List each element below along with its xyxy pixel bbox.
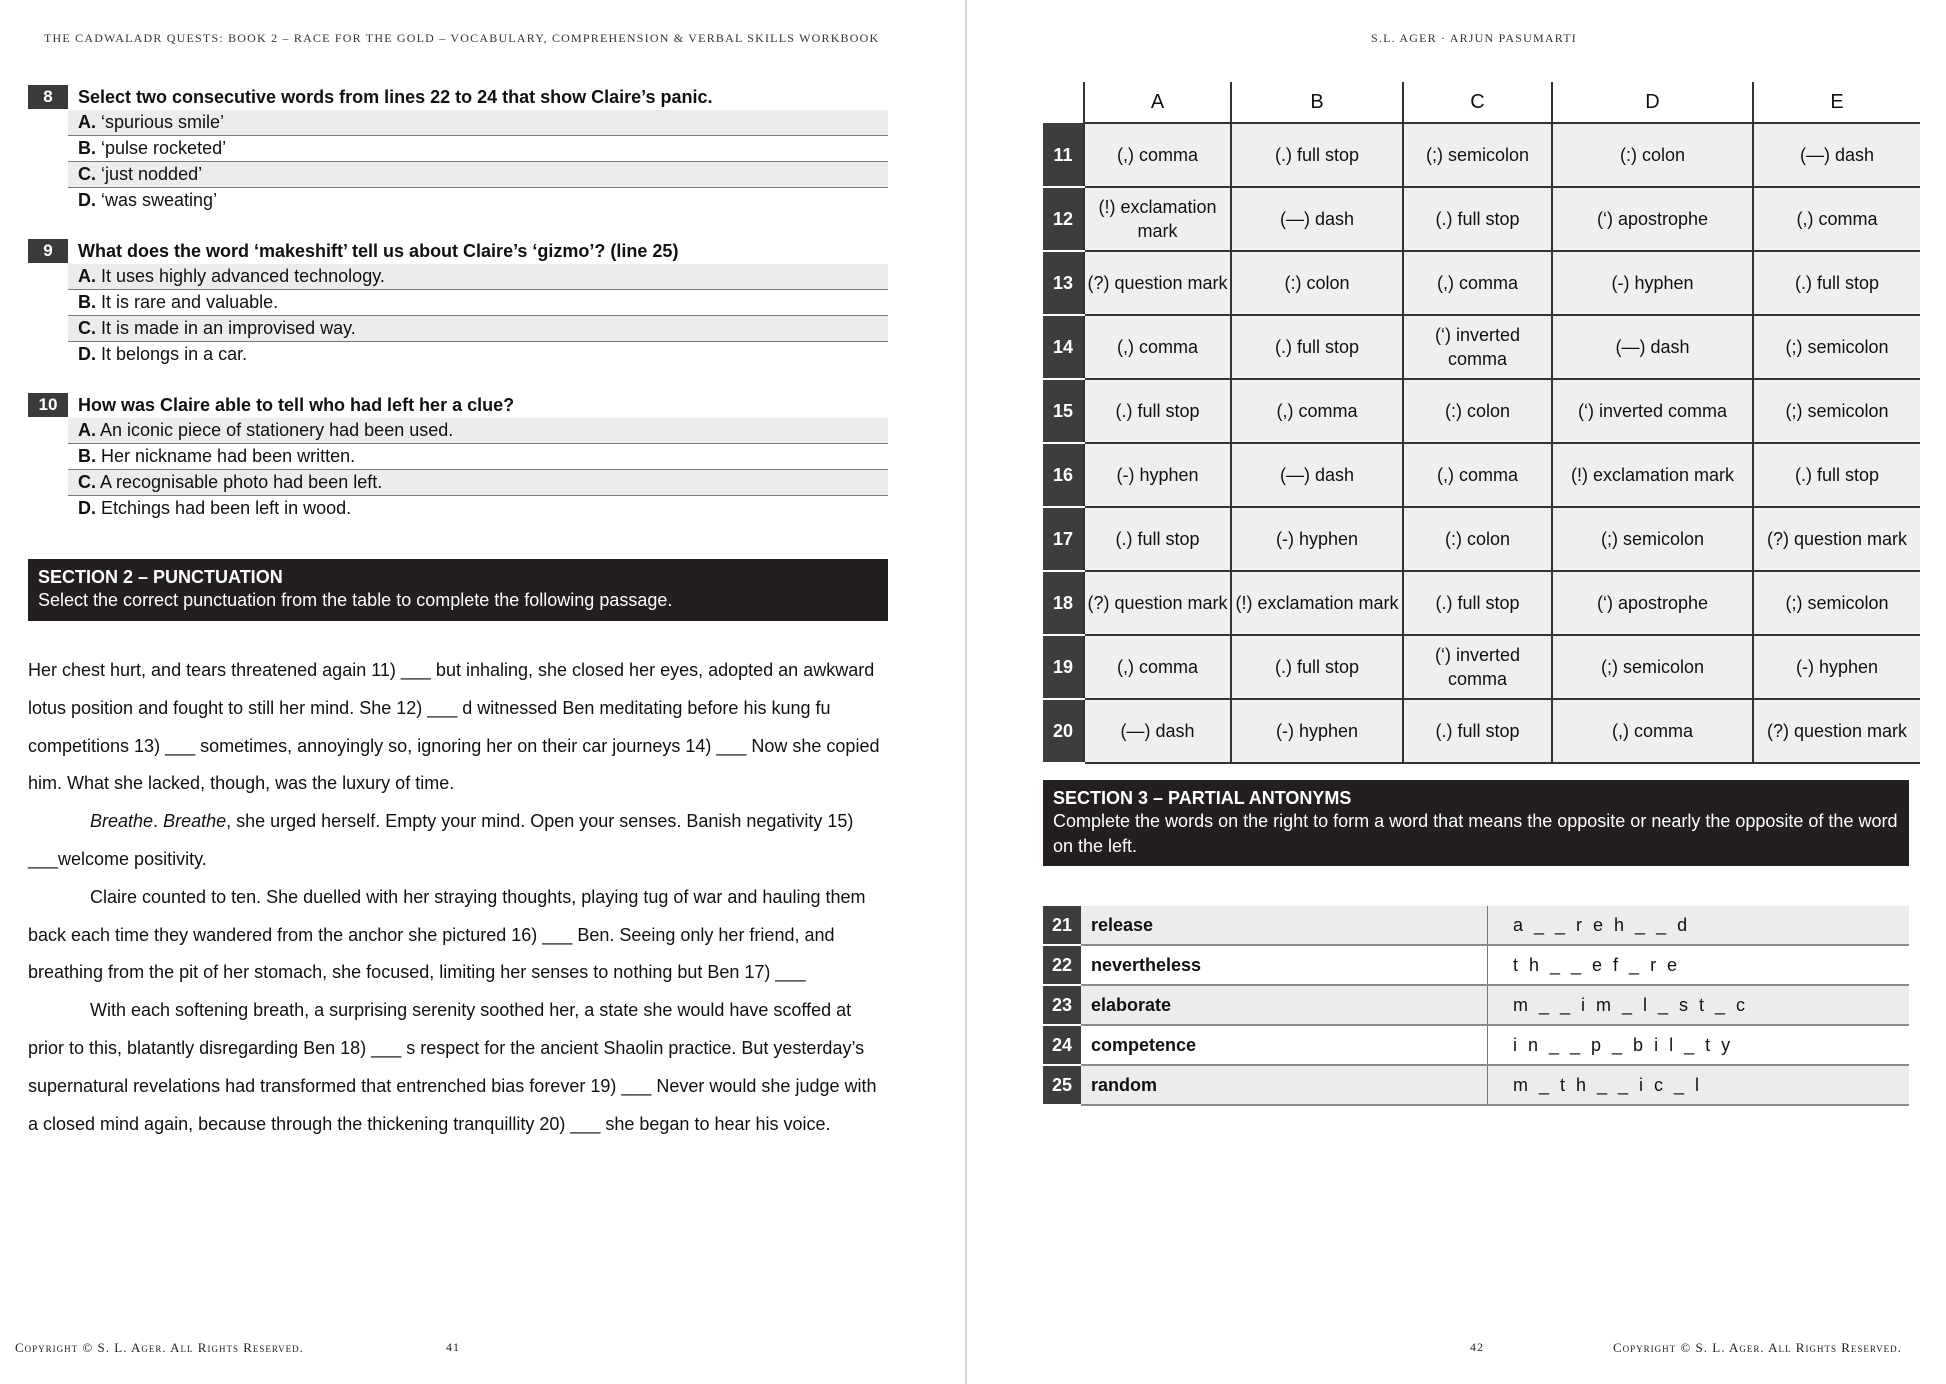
option-text: Etchings had been left in wood. [101,498,352,518]
section-2-header [28,559,888,621]
punct-row-13 [1043,251,1920,315]
option-letter: A. [78,420,96,440]
running-head-left: THE CADWALADR QUESTS: BOOK 2 – RACE FOR THE GOLD – VOCABULARY, COMPREHENSION & VERBAL SKILLS WORKBOOK [44,31,880,45]
passage-italic: Breathe [163,811,227,832]
punct-option[interactable]: (,) comma [1084,635,1231,699]
punct-option[interactable]: (—) dash [1753,123,1920,187]
passage-text: . [153,811,164,832]
punct-option[interactable]: (,) comma [1753,187,1920,251]
option-d[interactable] [68,188,888,213]
section-3-header [1043,780,1909,866]
option-text: It belongs in a car. [101,344,248,364]
antonym-pattern[interactable]: t h _ _ e f _ r e [1488,945,1910,985]
passage-paragraph [28,803,888,879]
row-number: 17 [1043,507,1084,571]
option-letter: C. [78,472,96,492]
row-number: 19 [1043,635,1084,699]
question-9 [28,238,888,367]
punct-option[interactable]: (,) comma [1403,443,1552,507]
punct-option[interactable]: (?) question mark [1084,251,1231,315]
punctuation-passage [28,652,888,1143]
punct-option[interactable]: (—) dash [1231,443,1403,507]
punct-option[interactable]: (‘) inverted comma [1552,379,1753,443]
punct-option[interactable]: (,) comma [1084,123,1231,187]
punct-option[interactable]: (.) full stop [1753,443,1920,507]
running-head-right: S.L. AGER · ARJUN PASUMARTI [1371,31,1577,45]
column-header: D [1552,82,1753,123]
option-letter: B. [78,138,96,158]
antonym-word: release [1081,906,1488,945]
passage-italic: Breathe [90,811,154,832]
passage-text: , she urged herself. Empty your mind. Open your senses. Banish negativity 15) ___welcome positivity. [28,811,854,869]
option-letter: B. [78,292,96,312]
option-c[interactable] [68,162,888,188]
corner-cell [1043,82,1084,123]
punct-row-16 [1043,443,1920,507]
punct-option[interactable]: (;) semicolon [1753,379,1920,443]
row-number: 18 [1043,571,1084,635]
option-letter: D. [78,498,96,518]
punct-option[interactable]: (—) dash [1231,187,1403,251]
punct-row-18 [1043,571,1920,635]
row-number: 23 [1043,985,1081,1025]
row-number: 12 [1043,187,1084,251]
option-b[interactable] [68,444,888,470]
antonyms-table [1043,906,1909,1106]
punct-row-19 [1043,635,1920,699]
question-number: 9 [28,239,68,263]
punct-option[interactable]: (.) full stop [1231,635,1403,699]
punct-option[interactable]: (.) full stop [1231,315,1403,379]
punct-option[interactable]: (‘) apostrophe [1552,571,1753,635]
punct-row-12 [1043,187,1920,251]
option-b[interactable] [68,290,888,316]
punct-option[interactable]: (—) dash [1084,699,1231,763]
antonym-row-25 [1043,1065,1909,1105]
row-number: 25 [1043,1065,1081,1105]
antonym-word: elaborate [1081,985,1488,1025]
punct-row-20 [1043,699,1920,763]
option-letter: C. [78,164,96,184]
option-text: Her nickname had been written. [101,446,356,466]
punct-option[interactable]: (.) full stop [1403,571,1552,635]
option-text: ‘just nodded’ [101,164,203,184]
punct-option[interactable]: (.) full stop [1403,699,1552,763]
punct-option[interactable]: (:) colon [1552,123,1753,187]
option-c[interactable] [68,470,888,496]
antonym-row-23 [1043,985,1909,1025]
question-8 [28,84,888,213]
section-instruction: Select the correct punctuation from the table to complete the following passage. [38,590,673,610]
option-text: An iconic piece of stationery had been used. [100,420,454,440]
punct-option[interactable]: (:) colon [1403,507,1552,571]
column-header: A [1084,82,1231,123]
punct-option[interactable]: (.) full stop [1084,379,1231,443]
page-number: 42 [1470,1340,1484,1354]
option-c[interactable] [68,316,888,342]
option-letter: B. [78,446,96,466]
punct-option[interactable]: (!) exclamation mark [1231,571,1403,635]
row-number: 20 [1043,699,1084,763]
punct-row-11 [1043,123,1920,187]
punct-row-17 [1043,507,1920,571]
punct-option[interactable]: (-) hyphen [1231,507,1403,571]
option-text: It is made in an improvised way. [101,318,356,338]
option-text: A recognisable photo had been left. [100,472,383,492]
passage-paragraph: With each softening breath, a surprising serenity soothed her, a state she would have scoffed at prior to this, blatantly disregarding Ben 18) ___ s respect for the ancient Shaolin practice. But yesterday’s supernatural revelations had transformed that entrenched bias forever 19) ___ Never would she judge with a closed mind again, because through the thickening tranquillity 20) ___ she began to hear his voice. [28,1000,877,1134]
punct-option[interactable]: (-) hyphen [1753,635,1920,699]
antonym-pattern[interactable]: m _ t h _ _ i c _ l [1488,1065,1910,1105]
antonym-word: competence [1081,1025,1488,1065]
antonym-pattern[interactable]: a _ _ r e h _ _ d [1488,906,1910,945]
punct-option[interactable]: (.) full stop [1753,251,1920,315]
row-number: 16 [1043,443,1084,507]
option-a[interactable] [68,264,888,290]
option-text: It uses highly advanced technology. [101,266,385,286]
antonym-row-21 [1043,906,1909,945]
punct-option[interactable]: (!) exclamation mark [1552,443,1753,507]
option-a[interactable] [68,110,888,136]
row-number: 22 [1043,945,1081,985]
option-d[interactable] [68,342,888,367]
punct-option[interactable]: (!) exclamation mark [1084,187,1231,251]
punct-option[interactable]: (?) question mark [1753,699,1920,763]
punct-option[interactable]: (‘) inverted comma [1403,635,1552,699]
option-d[interactable] [68,496,888,521]
passage-paragraph: Claire counted to ten. She duelled with her straying thoughts, playing tug of war and hauling them back each time they wandered from the anchor she pictured 16) ___ Ben. Seeing only her friend, and breathing from the pit of her stomach, she focused, limiting her senses to nothing but Ben 17) ___ [28,886,866,983]
question-text: Select two consecutive words from lines 22 to 24 that show Claire’s panic. [78,86,713,107]
punct-option[interactable]: (,) comma [1084,315,1231,379]
punct-option[interactable]: (-) hyphen [1552,251,1753,315]
option-text: ‘spurious smile’ [101,112,225,132]
option-text: It is rare and valuable. [101,292,279,312]
footer-copyright: Copyright © S. L. Ager. All Rights Reserved. [15,1340,304,1355]
section-title: SECTION 2 – PUNCTUATION [38,567,283,587]
option-letter: D. [78,344,96,364]
question-10 [28,392,888,521]
punct-row-14 [1043,315,1920,379]
right-page [968,0,1946,1384]
option-a[interactable] [68,418,888,444]
punct-option[interactable]: (.) full stop [1403,187,1552,251]
punct-option[interactable]: (,) comma [1552,699,1753,763]
punct-option[interactable]: (,) comma [1403,251,1552,315]
punct-option[interactable]: (-) hyphen [1084,443,1231,507]
column-header: C [1403,82,1552,123]
row-number: 15 [1043,379,1084,443]
punct-option[interactable]: (?) question mark [1084,571,1231,635]
question-text: What does the word ‘makeshift’ tell us about Claire’s ‘gizmo’? (line 25) [78,240,679,261]
punct-option[interactable]: (;) semicolon [1552,635,1753,699]
punct-option[interactable]: (.) full stop [1231,123,1403,187]
row-number: 24 [1043,1025,1081,1065]
antonym-word: random [1081,1065,1488,1105]
punct-option[interactable]: (.) full stop [1084,507,1231,571]
option-letter: A. [78,266,96,286]
option-b[interactable] [68,136,888,162]
punct-option[interactable]: (-) hyphen [1231,699,1403,763]
question-number: 8 [28,85,68,109]
option-letter: D. [78,190,96,210]
punct-option[interactable]: (?) question mark [1753,507,1920,571]
punct-option[interactable]: (:) colon [1403,379,1552,443]
question-number: 10 [28,393,68,417]
punct-option[interactable]: (‘) apostrophe [1552,187,1753,251]
option-letter: A. [78,112,96,132]
antonym-pattern[interactable]: m _ _ i m _ l _ s t _ c [1488,985,1910,1025]
antonym-word: nevertheless [1081,945,1488,985]
antonym-row-22 [1043,945,1909,985]
punct-option[interactable]: (—) dash [1552,315,1753,379]
punct-option[interactable]: (;) semicolon [1753,571,1920,635]
footer-copyright: Copyright © S. L. Ager. All Rights Reserved. [1613,1340,1902,1355]
left-page [0,0,966,1384]
punct-option[interactable]: (,) comma [1231,379,1403,443]
option-text: ‘was sweating’ [101,190,218,210]
row-number: 13 [1043,251,1084,315]
punctuation-table [1043,82,1920,764]
section-instruction: Complete the words on the right to form a word that means the opposite or nearly the opposite of the word on the left. [1053,811,1898,856]
row-number: 21 [1043,906,1081,945]
section-title: SECTION 3 – PARTIAL ANTONYMS [1053,788,1352,808]
antonym-pattern[interactable]: i n _ _ p _ b i l _ t y [1488,1025,1910,1065]
punct-option[interactable]: (;) semicolon [1552,507,1753,571]
option-letter: C. [78,318,96,338]
row-number: 11 [1043,123,1084,187]
row-number: 14 [1043,315,1084,379]
punct-option[interactable]: (:) colon [1231,251,1403,315]
column-header: E [1753,82,1920,123]
punct-option[interactable]: (;) semicolon [1753,315,1920,379]
punct-option[interactable]: (;) semicolon [1403,123,1552,187]
page-number: 41 [446,1340,460,1354]
punct-option[interactable]: (‘) inverted comma [1403,315,1552,379]
antonym-row-24 [1043,1025,1909,1065]
punct-row-15 [1043,379,1920,443]
passage-paragraph: Her chest hurt, and tears threatened again 11) ___ but inhaling, she closed her eyes, adopted an awkward lotus position and fought to still her mind. She 12) ___ d witnessed Ben meditating before his kung fu competitions 13) ___ sometimes, annoyingly so, ignoring her on their car journeys 14) ___ Now she copied him. What she lacked, though, was the luxury of time. [28,660,880,794]
column-header: B [1231,82,1403,123]
question-text: How was Claire able to tell who had left her a clue? [78,394,515,415]
option-text: ‘pulse rocketed’ [101,138,227,158]
